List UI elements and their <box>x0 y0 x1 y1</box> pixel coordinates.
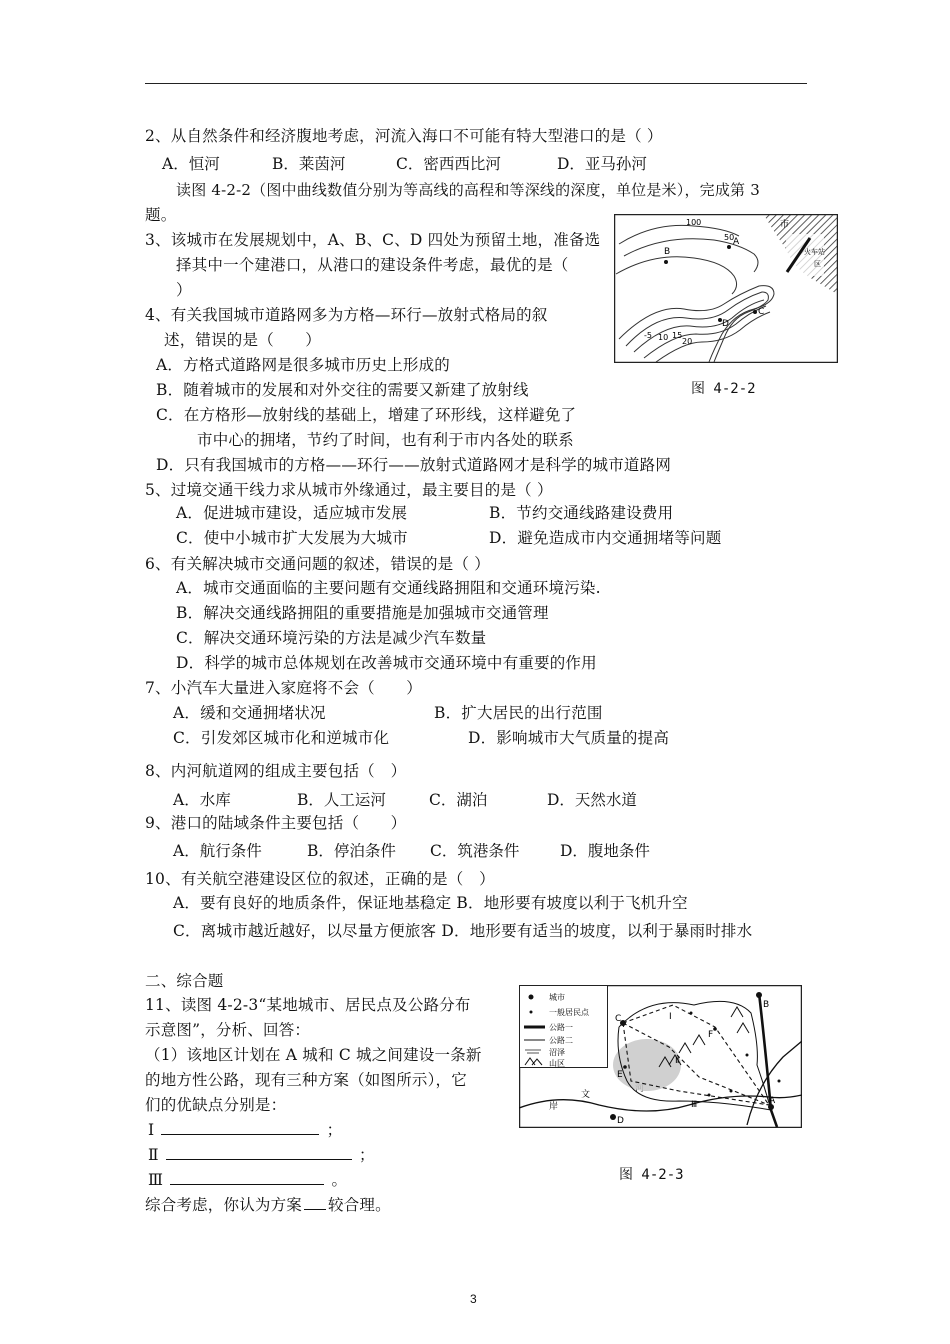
river-label-2: 文 <box>581 1090 591 1100</box>
q4-option-b[interactable]: B．随着城市的发展和对外交往的需要又新建了放射线 <box>156 381 529 399</box>
contour-minus5-label: -5 <box>644 331 652 340</box>
intro3-line1: 读图 4-2-2（图中曲线数值分别为等高线的高程和等深线的深度，单位是米），完成第 3 <box>176 181 760 199</box>
contour-15-label: 15 <box>672 331 683 340</box>
q5-stem: 5、过境交通干线力求从城市外缘通过，最主要目的是（ ） <box>145 481 553 499</box>
q11-answer-1 <box>148 1120 342 1140</box>
point-b-label: B <box>664 247 671 257</box>
q4-option-c-line1[interactable]: C．在方格形—放射线的基础上，增建了环形线，这样避免了 <box>156 406 577 424</box>
city-b-label: B <box>763 1000 770 1010</box>
q2-option-b[interactable]: B．莱茵河 <box>272 155 346 173</box>
contour-50-label: 50 <box>724 233 735 242</box>
q7-option-a[interactable]: A．缓和交通拥堵状况 <box>173 704 326 722</box>
legend-settlement-icon <box>530 1011 533 1014</box>
legend-city-icon <box>529 995 534 1000</box>
q8-option-c[interactable]: C．湖泊 <box>429 791 488 809</box>
q11-final-suffix: 较合理。 <box>328 1196 391 1214</box>
point-b-dot <box>664 260 668 264</box>
city-b-dot <box>756 992 762 998</box>
figure-4-2-3-caption: 图 4-2-3 <box>619 1167 684 1183</box>
intro3-line2: 题。 <box>145 206 177 224</box>
q11-answer-2 <box>148 1145 375 1165</box>
q11-semicolon-1: ； <box>326 1121 343 1139</box>
legend-city-label: 城市 <box>549 993 565 1002</box>
q9-option-b[interactable]: B．停泊条件 <box>307 842 396 860</box>
figure-4-2-2-caption: 图 4-2-2 <box>691 381 756 397</box>
q11-line4: 的地方性公路，现有三种方案（如图所示），它 <box>145 1071 467 1089</box>
marsh-area <box>613 1039 681 1091</box>
legend-mountain-label: 山区 <box>549 1059 565 1068</box>
city-d-label: D <box>617 1116 624 1126</box>
city-a-label: A <box>769 1096 776 1106</box>
q11-semicolon-2: ； <box>359 1146 375 1164</box>
point-c-dot <box>753 310 757 314</box>
q11-blank-2[interactable] <box>166 1145 352 1160</box>
header-rule <box>145 83 807 84</box>
city-d-dot <box>610 1114 616 1120</box>
q5-option-d[interactable]: D．避免造成市内交通拥堵等问题 <box>489 529 722 547</box>
q6-option-b[interactable]: B．解决交通线路拥阻的重要措施是加强城市交通管理 <box>176 604 549 622</box>
q5-option-c[interactable]: C．使中小城市扩大发展为大城市 <box>176 529 408 547</box>
q11-roman-2: Ⅱ <box>148 1146 159 1164</box>
route-III-label: Ⅲ <box>691 1100 698 1110</box>
contour-100-label: 100 <box>686 218 702 227</box>
q11-answer-3 <box>148 1170 347 1190</box>
page-number: 3 <box>470 1292 477 1306</box>
q3-line2: 择其中一个建港口，从港口的建设条件考虑，最优的是（ <box>176 256 569 274</box>
contour-10-label: 10 <box>658 333 669 342</box>
legend-road2-label: 公路二 <box>549 1036 573 1045</box>
q2-option-a[interactable]: A．恒河 <box>162 155 220 173</box>
settlement-e-label: E <box>617 1070 623 1080</box>
q9-option-c[interactable]: C．筑港条件 <box>430 842 520 860</box>
legend-settlement-label: 一般居民点 <box>549 1008 589 1017</box>
q7-option-d[interactable]: D．影响城市大气质量的提高 <box>468 729 670 747</box>
q11-line2: 示意图”，分析、回答： <box>145 1021 311 1039</box>
point-c-label: C <box>758 307 765 317</box>
q5-option-b[interactable]: B．节约交通线路建设费用 <box>489 504 674 522</box>
figure-4-2-2-map <box>614 214 838 363</box>
q5-option-a[interactable]: A．促进城市建设，适应城市发展 <box>176 504 408 522</box>
q10-stem: 10、有关航空港建设区位的叙述，正确的是（ ） <box>145 870 495 888</box>
q6-option-c[interactable]: C．解决交通环境污染的方法是减少汽车数量 <box>176 629 487 647</box>
q11-line1: 11、读图 4-2-3“某地城市、居民点及公路分布 <box>145 996 471 1014</box>
settlement-e-dot <box>623 1065 627 1069</box>
district-label: 区 <box>814 260 821 268</box>
q11-final-blank[interactable] <box>304 1195 326 1210</box>
legend-marsh-label: 沼泽 <box>549 1048 565 1057</box>
route-II-label: Ⅱ <box>675 1056 680 1066</box>
q2-option-d[interactable]: D．亚马孙河 <box>557 155 647 173</box>
q8-option-a[interactable]: A．水库 <box>173 791 231 809</box>
q6-stem: 6、有关解决城市交通问题的叙述，错误的是（ ） <box>145 555 490 573</box>
city-label: 市 <box>780 220 790 230</box>
q7-option-b[interactable]: B．扩大居民的出行范围 <box>434 704 603 722</box>
q4-option-d[interactable]: D．只有我国城市的方格——环行——放射式道路网才是科学的城市道路网 <box>156 456 672 474</box>
q11-roman-3: Ⅲ <box>148 1171 164 1189</box>
q8-stem: 8、内河航道网的组成主要包括（ ） <box>145 762 407 780</box>
q11-roman-1: Ⅰ <box>148 1121 155 1139</box>
q11-final-prefix: 综合考虑，你认为方案 <box>145 1196 303 1214</box>
legend-road1-label: 公路一 <box>549 1023 573 1032</box>
q11-blank-3[interactable] <box>170 1170 324 1185</box>
figure-4-2-3-map <box>519 985 802 1128</box>
q9-option-a[interactable]: A．航行条件 <box>173 842 262 860</box>
point-a-dot <box>727 245 731 249</box>
q6-option-d[interactable]: D．科学的城市总体规划在改善城市交通环境中有重要的作用 <box>176 654 597 672</box>
q3-line3: ） <box>176 281 192 299</box>
q2-option-c[interactable]: C．密西西比河 <box>396 155 501 173</box>
contour-20-label: 20 <box>682 337 693 346</box>
q11-line3: （1）该地区计划在 A 城和 C 城之间建设一条新 <box>145 1046 482 1064</box>
q9-option-d[interactable]: D．腹地条件 <box>560 842 650 860</box>
settlement-f-label: F <box>708 1030 714 1040</box>
q8-option-b[interactable]: B．人工运河 <box>297 791 386 809</box>
q11-period: 。 <box>331 1171 348 1189</box>
route-I-label: Ⅰ <box>669 1012 672 1022</box>
q7-stem: 7、小汽车大量进入家庭将不会（ ） <box>145 679 422 697</box>
q4-line2: 述，错误的是（ ） <box>164 331 322 349</box>
q3-line1: 3、该城市在发展规划中，A、B、C、D 四处为预留土地，准备选 <box>145 231 601 249</box>
q4-line1: 4、有关我国城市道路网多为方格—环行—放射式格局的叙 <box>145 306 548 324</box>
q11-line5: 们的优缺点分别是： <box>145 1096 287 1114</box>
point-a-label: A <box>733 237 740 247</box>
q2-stem: 2、从自然条件和经济腹地考虑，河流入海口不可能有特大型港口的是（ ） <box>145 127 663 145</box>
river-label-3: 岸 <box>549 1102 559 1112</box>
point-d-label: D <box>722 319 729 329</box>
city-c-label: C <box>615 1014 622 1024</box>
q4-option-a[interactable]: A．方格式道路网是很多城市历史上形成的 <box>156 356 450 374</box>
q10-options-cd[interactable]: C．离城市越近越好，以尽量方便旅客 D．地形要有适当的坡度，以利于暴雨时排水 <box>173 922 753 940</box>
station-label: 火车站 <box>804 248 825 256</box>
q4-option-c-line2: 市中心的拥堵，节约了时间，也有利于市内各处的联系 <box>197 431 574 449</box>
settlement-f-dot <box>713 1027 717 1031</box>
q8-option-d[interactable]: D．天然水道 <box>547 791 637 809</box>
q11-blank-1[interactable] <box>161 1120 319 1135</box>
q10-options-ab[interactable]: A．要有良好的地质条件，保证地基稳定 B．地形要有坡度以利于飞机升空 <box>173 894 688 912</box>
q7-option-c[interactable]: C．引发郊区城市化和逆城市化 <box>173 729 390 747</box>
section2-heading: 二、综合题 <box>145 972 224 990</box>
q9-stem: 9、港口的陆域条件主要包括（ ） <box>145 814 407 832</box>
q11-final <box>145 1195 391 1215</box>
q6-option-a[interactable]: A．城市交通面临的主要问题有交通线路拥阻和交通环境污染. <box>176 579 601 597</box>
